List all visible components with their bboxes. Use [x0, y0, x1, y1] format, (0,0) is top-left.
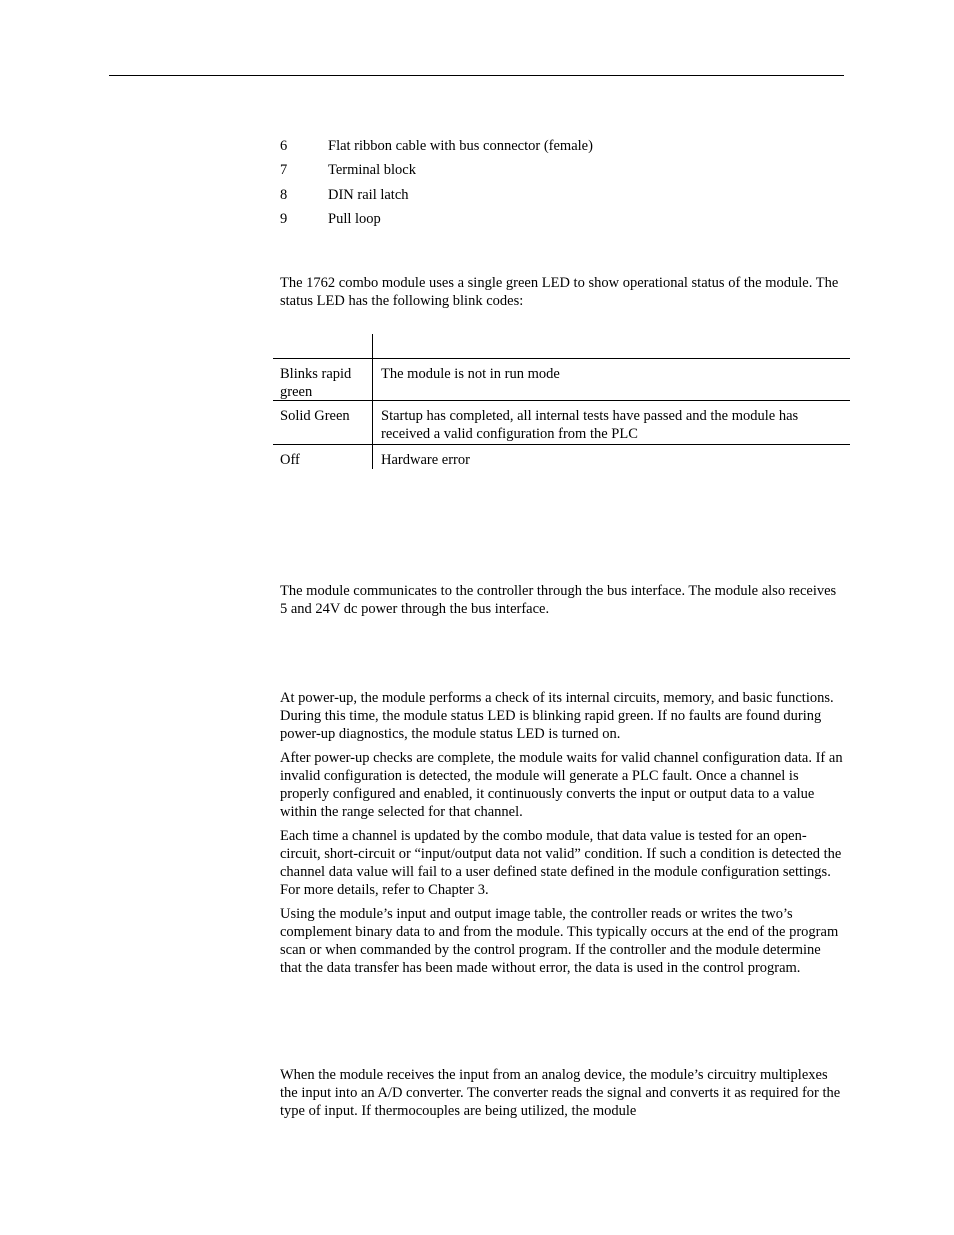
bus-interface-paragraph: The module communicates to the controller through the bus interface. The module also receives 5 and 24V dc power through the bus interface. — [280, 583, 837, 617]
table-row — [273, 359, 850, 401]
operation-paragraph: Each time a channel is updated by the combo module, that data value is tested for an open-circuit, short-circuit or “input/output data not valid” condition. If such a condition is detected the channel data value will fail to a user defined state defined in the module configuration settings. For more details, refer to Chapter 3. — [280, 828, 842, 898]
list-item — [280, 210, 840, 234]
list-item-text: Terminal block — [328, 162, 416, 179]
list-item — [280, 186, 840, 210]
operation-paragraph: After power-up checks are complete, the module waits for valid channel configuration data. If an invalid configuration is detected, the module will generate a PLC fault. Once a channel is properly configured and enabled, it continuously converts the input or output data to a value within the range selected for that channel. — [280, 750, 843, 820]
input-circuits-paragraph: When the module receives the input from an analog device, the module’s circuitry multiplexes the input into an A/D converter. The converter reads the signal and converts it as required for the type of input. If thermocouples are being utilized, the module — [280, 1067, 841, 1119]
operation-paragraph: Using the module’s input and output image table, the controller reads or writes the two’s complement binary data to and from the module. This typically occurs at the end of the program scan or when commanded by the control program. If the controller and the module determine that the data transfer has been made without error, the data is used in the control program. — [280, 906, 839, 976]
led-meaning-cell: Startup has completed, all internal tests have passed and the module has received a valid configuration from the PLC — [381, 408, 799, 442]
parts-list — [280, 137, 840, 234]
led-state-cell: Off — [273, 445, 373, 469]
table-header-cell — [373, 334, 850, 358]
table-header-cell — [273, 334, 373, 358]
list-item-text: DIN rail latch — [328, 186, 409, 203]
list-item-text: Flat ribbon cable with bus connector (female) — [328, 138, 593, 154]
list-item — [280, 137, 840, 161]
list-item-number: 8 — [280, 186, 288, 203]
list-item-text: Pull loop — [328, 210, 381, 227]
led-intro-paragraph: The 1762 combo module uses a single green LED to show operational status of the module. The status LED has the following blink codes: — [280, 275, 839, 309]
list-item-number: 6 — [280, 138, 288, 154]
header-rule — [109, 75, 844, 76]
led-meaning-cell: The module is not in run mode — [381, 366, 560, 382]
table-row — [273, 445, 850, 469]
led-state-cell: Blinks rapid green — [273, 359, 373, 400]
table-header-row — [273, 334, 850, 359]
list-item-number: 7 — [280, 162, 288, 179]
operation-paragraph: At power-up, the module performs a check of its internal circuits, memory, and basic functions. During this time, the module status LED is blinking rapid green. If no faults are found during power-up diagnostics, the module status LED is turned on. — [280, 690, 834, 742]
led-state-cell: Solid Green — [273, 401, 373, 444]
table-row — [273, 401, 850, 445]
led-meaning-cell: Hardware error — [381, 452, 470, 468]
led-status-table — [273, 334, 850, 469]
list-item-number: 9 — [280, 210, 288, 227]
list-item — [280, 161, 840, 185]
module-operation-section — [280, 689, 845, 983]
